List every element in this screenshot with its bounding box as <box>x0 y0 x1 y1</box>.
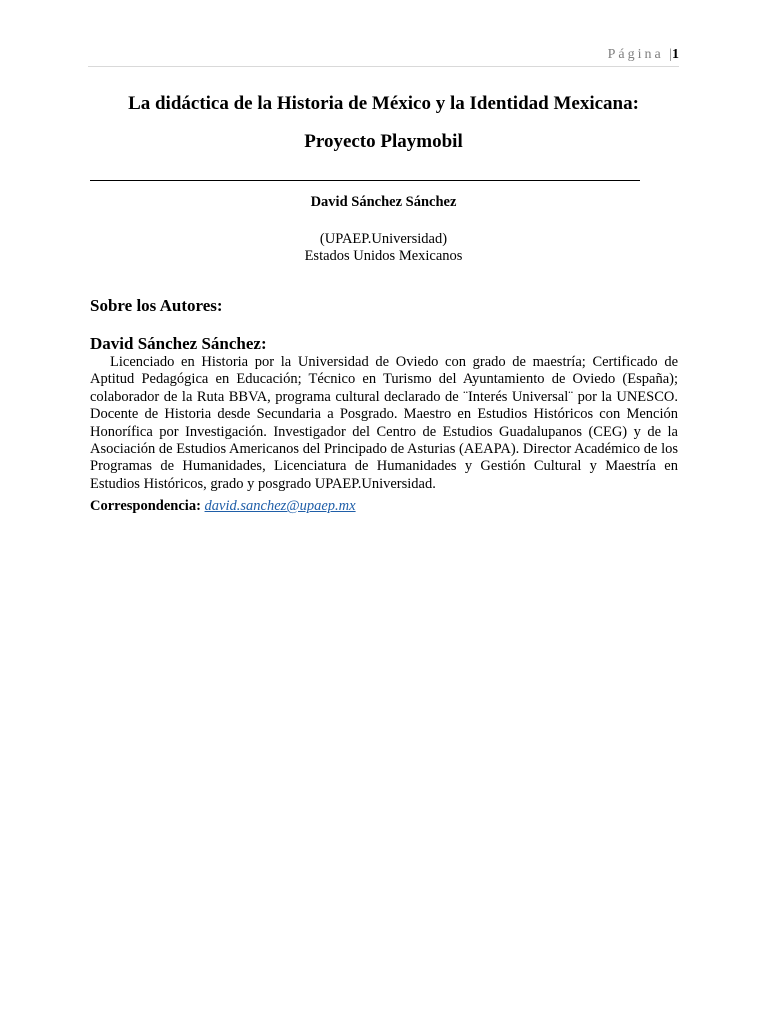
page-label: Página <box>607 47 664 62</box>
correspondence-label: Correspondencia: <box>90 498 201 514</box>
document-title-line1: La didáctica de la Historia de México y la Identidad Mexicana: <box>128 93 639 114</box>
page-number: 1 <box>672 47 679 62</box>
author-name: David Sánchez Sánchez <box>310 194 457 210</box>
page-separator: | <box>669 47 672 62</box>
correspondence <box>90 498 356 515</box>
title-divider <box>90 180 640 181</box>
section-heading: Sobre los Autores: <box>90 296 223 315</box>
affiliation-country: Estados Unidos Mexicanos <box>304 248 463 264</box>
author-affiliation <box>88 231 679 265</box>
bio-author-name: David Sánchez Sánchez: <box>90 334 267 353</box>
author-bio: Licenciado en Historia por la Universidad de Oviedo con grado de maestría; Certificado de Aptitud Pedagógica en Educación; Técnico en Turismo del Ayuntamiento de Oviedo (España); colaborador de la Ruta BBVA, programa cultural declarado de ¨Interés Universal¨ por la UNESCO. Docente de Historia desde Secundaria a Posgrado. Maestro en Estudios Históricos con Mención Honorífica por Investigación. Investigador del Centro de Estudios Guadalupanos (CEG) y de la Asociación de Estudios Americanos del Principado de Asturias (AEAPA). Director Académico de los Programas de Humanidades, Licenciatura de Humanidades y Gestión Cultural y Maestría en Estudios Históricos, grado y posgrado UPAEP.Universidad. <box>90 354 678 492</box>
page-header <box>88 44 679 67</box>
affiliation-institution: (UPAEP.Universidad) <box>319 231 448 247</box>
correspondence-email-link[interactable]: david.sanchez@upaep.mx <box>204 498 356 514</box>
document-title-line2: Proyecto Playmobil <box>304 131 463 152</box>
